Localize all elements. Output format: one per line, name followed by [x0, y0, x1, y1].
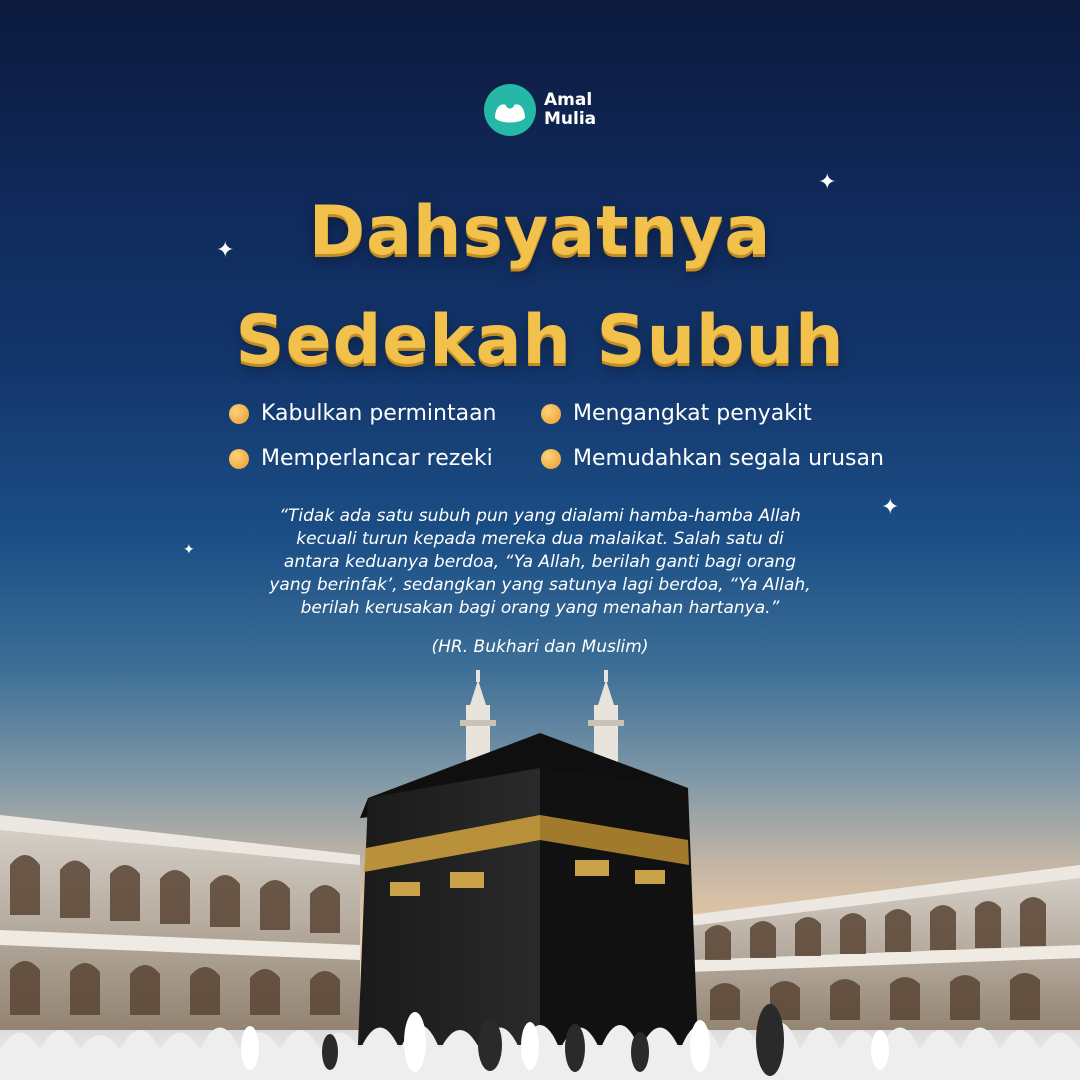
benefit-item [541, 446, 884, 471]
logo-text-line-1: Amal [544, 90, 593, 110]
brand-logo [484, 84, 596, 136]
quote-line: antara keduanya berdoa, “Ya Allah, berilah ganti bagi orang [283, 552, 797, 572]
quote-line: “Tidak ada satu subuh pun yang dialami hamba-hamba Allah [279, 506, 801, 526]
quote-line: berilah kerusakan bagi orang yang menahan hartanya.” [300, 598, 780, 618]
hadith-quote [200, 505, 880, 620]
bullet-dot-icon [541, 449, 561, 469]
headline-line-1: Dahsyatnya [308, 192, 772, 271]
benefit-label: Kabulkan permintaan [261, 401, 497, 426]
bullet-dot-icon [229, 404, 249, 424]
benefit-label: Memudahkan segala urusan [573, 446, 884, 471]
minaret-right [588, 670, 624, 765]
benefit-item [229, 401, 497, 426]
sparkle-icon: ✦ [183, 542, 195, 558]
kaaba-scene [0, 660, 1080, 1080]
logo-wordmark [544, 91, 596, 129]
benefit-item [541, 401, 812, 426]
sparkle-icon: ✦ [881, 495, 900, 520]
benefit-item [229, 446, 493, 471]
mosque-arcade-left [0, 815, 360, 1045]
logo-icon [484, 84, 536, 136]
benefit-label: Mengangkat penyakit [573, 401, 812, 426]
bullet-dot-icon [541, 404, 561, 424]
quote-line: yang berinfak’, sedangkan yang satunya lagi berdoa, “Ya Allah, [269, 575, 811, 595]
kaaba [358, 733, 698, 1045]
mosque-arcade-right [690, 865, 1080, 1045]
logo-text-line-2: Mulia [544, 109, 597, 129]
bullet-dot-icon [229, 449, 249, 469]
sparkle-icon: ✦ [216, 238, 235, 263]
benefit-label: Memperlancar rezeki [261, 446, 493, 471]
sparkle-icon: ✦ [818, 170, 837, 195]
hadith-source: (HR. Bukhari dan Muslim) [431, 637, 649, 657]
minaret-left [460, 670, 496, 765]
quote-line: kecuali turun kepada mereka dua malaikat. Salah satu di [296, 529, 784, 549]
headline-line-2: Sedekah Subuh [235, 301, 845, 380]
